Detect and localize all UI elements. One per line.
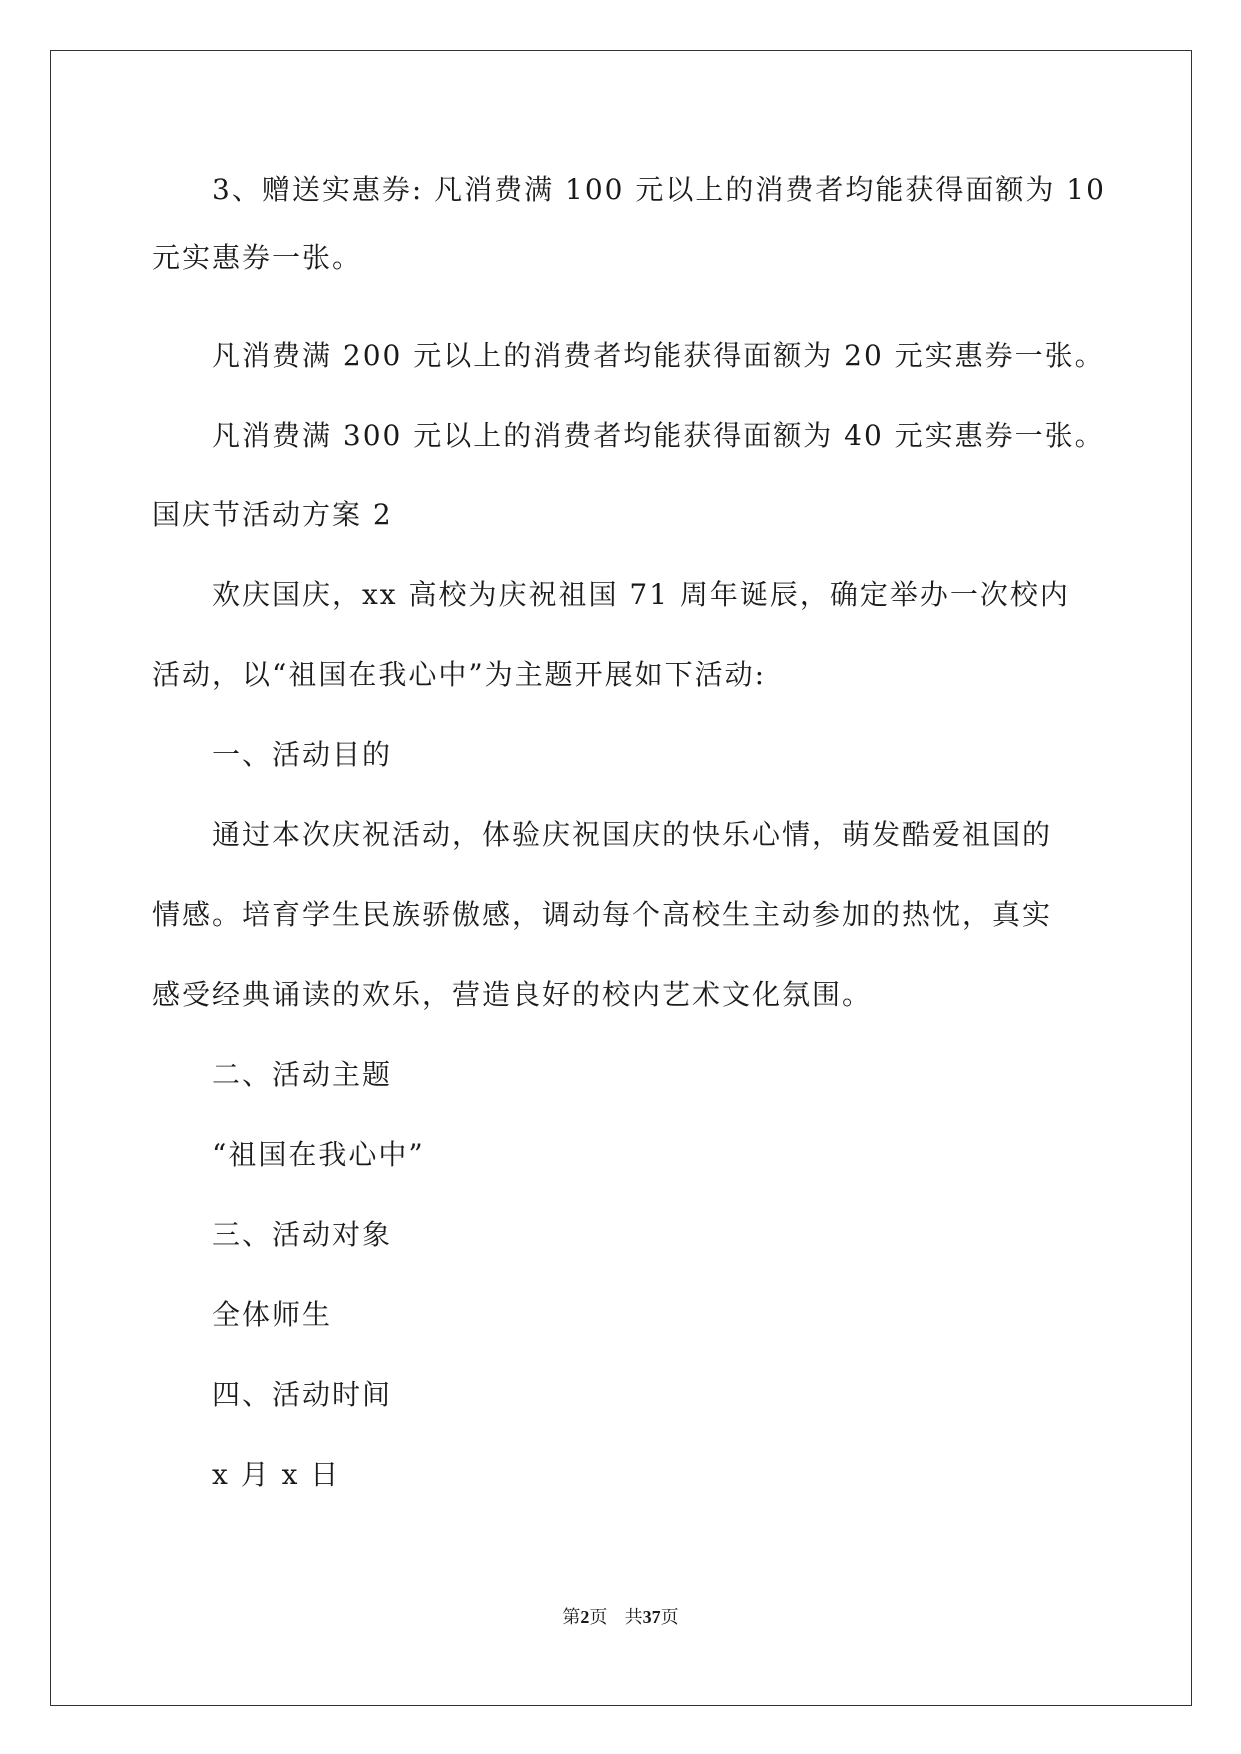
heading-purpose: 一、活动目的 [212, 738, 393, 771]
intro-line1: 欢庆国庆，xx 高校为庆祝祖国 71 周年诞辰，确定举办一次校内 [212, 578, 1070, 611]
section-title: 国庆节活动方案 2 [152, 498, 393, 531]
paragraph-coupon-100-line1: 3、赠送实惠券: 凡消费满 100 元以上的消费者均能获得面额为 10 [212, 173, 1106, 206]
purpose-line3: 感受经典诵读的欢乐，营造良好的校内艺术文化氛围。 [152, 978, 873, 1011]
audience-text: 全体师生 [212, 1298, 333, 1331]
purpose-line2: 情感。培育学生民族骄傲感，调动每个高校生主动参加的热忱，真实 [152, 898, 1053, 931]
paragraph-coupon-300: 凡消费满 300 元以上的消费者均能获得面额为 40 元实惠券一张。 [212, 419, 1105, 452]
purpose-line1: 通过本次庆祝活动，体验庆祝国庆的快乐心情，萌发酷爱祖国的 [212, 818, 1053, 851]
heading-theme: 二、活动主题 [212, 1058, 393, 1091]
paragraph-coupon-100-line2: 元实惠券一张。 [152, 241, 363, 274]
heading-time: 四、活动时间 [212, 1378, 393, 1411]
footer-total-prefix: 共 [624, 1607, 643, 1628]
page-footer [0, 1606, 1241, 1629]
heading-audience: 三、活动对象 [212, 1218, 393, 1251]
footer-page-number: 2 [580, 1607, 590, 1627]
paragraph-coupon-200: 凡消费满 200 元以上的消费者均能获得面额为 20 元实惠券一张。 [212, 339, 1105, 372]
intro-line2: 活动，以“祖国在我心中”为主题开展如下活动: [152, 658, 767, 691]
theme-text: “祖国在我心中” [212, 1138, 425, 1171]
time-text: x 月 x 日 [212, 1458, 341, 1491]
footer-total-pages: 37 [642, 1607, 661, 1627]
footer-total-suffix: 页 [660, 1607, 679, 1628]
footer-page-prefix: 第 [562, 1607, 581, 1628]
footer-page-suffix: 页 [589, 1607, 608, 1628]
